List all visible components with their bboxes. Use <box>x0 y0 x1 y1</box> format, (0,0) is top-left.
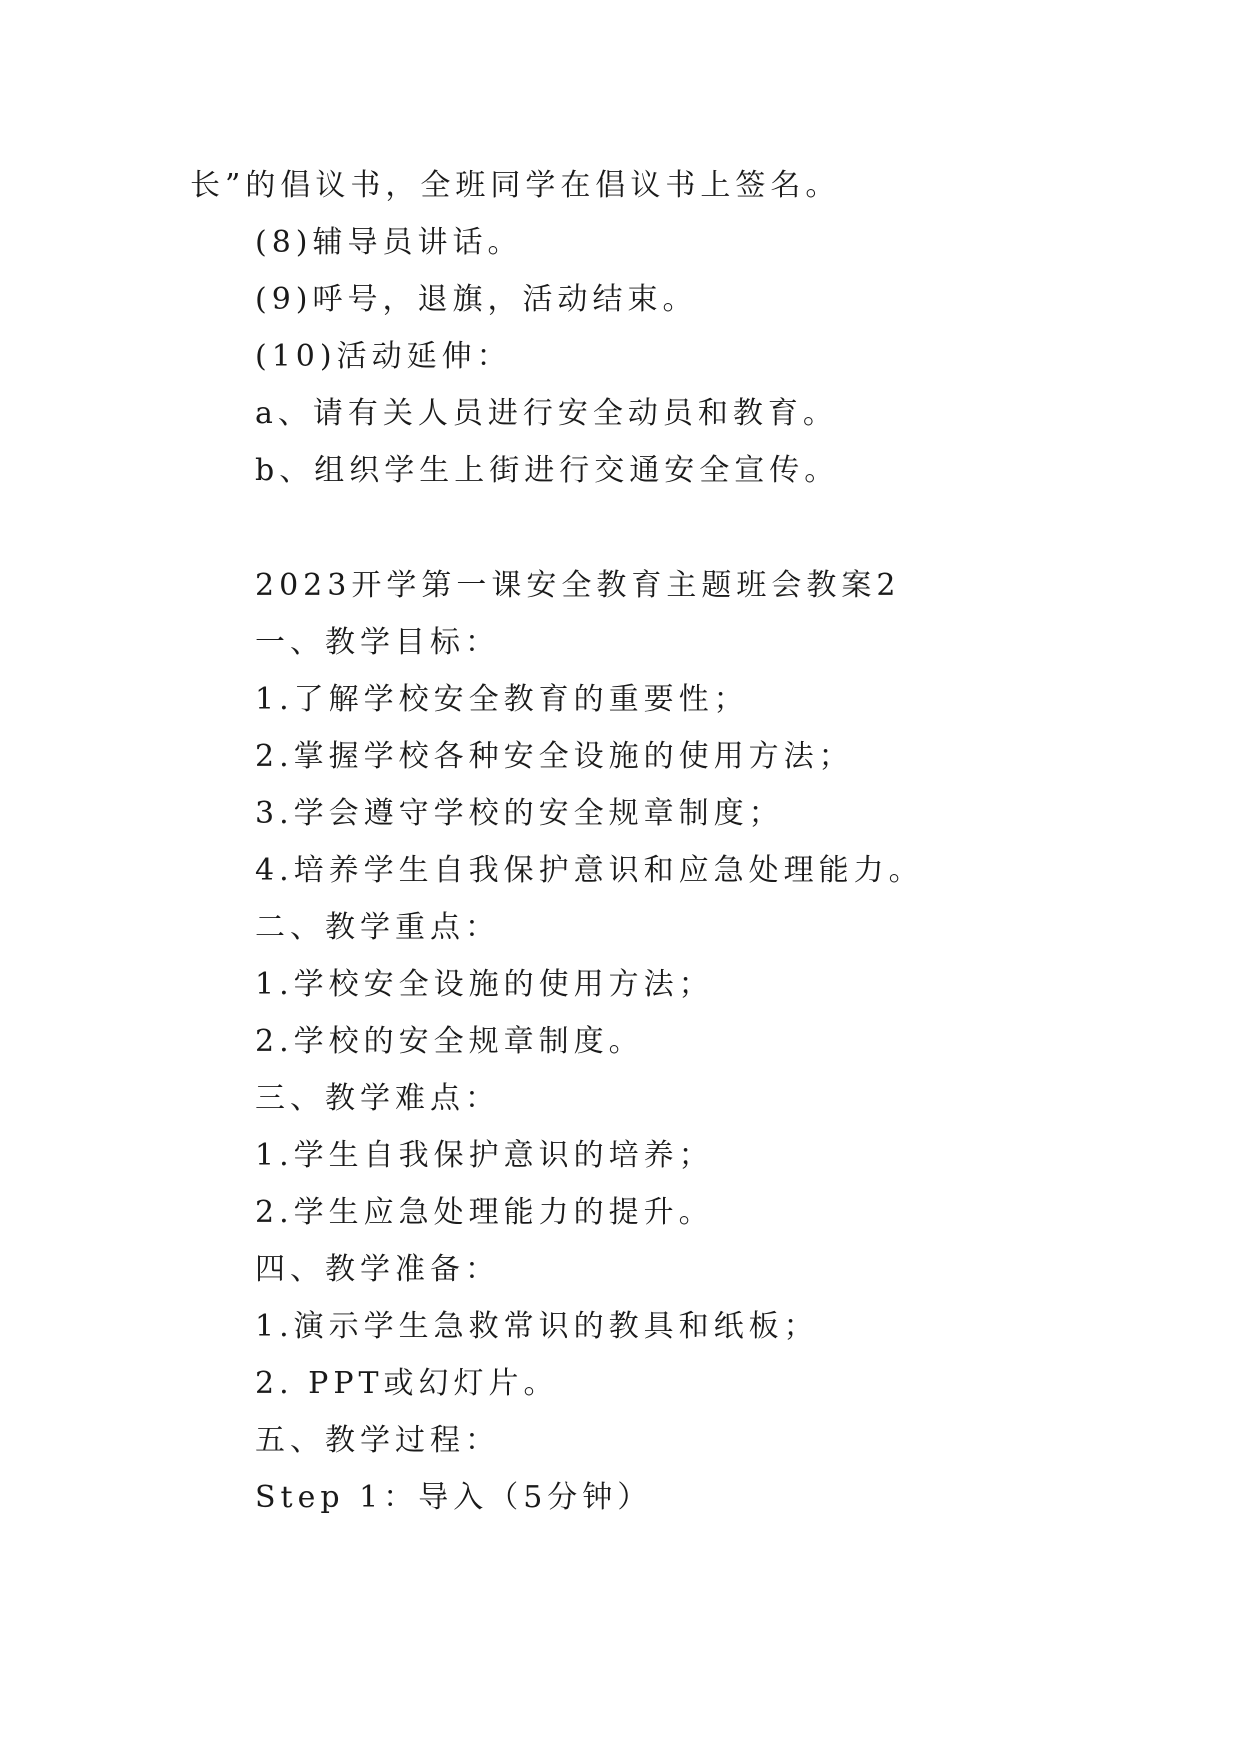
extension-item-b: b、组织学生上街进行交通安全宣传。 <box>255 453 840 488</box>
extension-item-a: a、请有关人员进行安全动员和教育。 <box>255 396 838 431</box>
preparation-item-1: 1.演示学生急救常识的教具和纸板； <box>255 1309 819 1344</box>
process-step-1: Step 1：导入（5分钟） <box>255 1480 653 1515</box>
activity-step-10: (10)活动延伸： <box>255 339 512 374</box>
difficulty-item-1: 1.学生自我保护意识的培养； <box>255 1138 714 1173</box>
section-title: 2023开学第一课安全教育主题班会教案2 <box>255 568 901 603</box>
preparation-item-2: 2. PPT或幻灯片。 <box>255 1366 559 1401</box>
paragraph-continuation: 长”的倡议书，全班同学在倡议书上签名。 <box>190 168 841 203</box>
objective-item-3: 3.学会遵守学校的安全规章制度； <box>255 796 784 831</box>
key-point-item-2: 2.学校的安全规章制度。 <box>255 1024 644 1059</box>
heading-preparation: 四、教学准备： <box>255 1252 500 1287</box>
objective-item-1: 1.了解学校安全教育的重要性； <box>255 682 749 717</box>
heading-difficulties: 三、教学难点： <box>255 1081 500 1116</box>
objective-item-2: 2.掌握学校各种安全设施的使用方法； <box>255 739 854 774</box>
difficulty-item-2: 2.学生应急处理能力的提升。 <box>255 1195 714 1230</box>
activity-step-8: (8)辅导员讲话。 <box>255 225 523 260</box>
heading-process: 五、教学过程： <box>255 1423 500 1458</box>
heading-key-points: 二、教学重点： <box>255 910 500 945</box>
heading-objectives: 一、教学目标： <box>255 625 500 660</box>
activity-step-9: (9)呼号，退旗，活动结束。 <box>255 282 698 317</box>
objective-item-4: 4.培养学生自我保护意识和应急处理能力。 <box>255 853 924 888</box>
key-point-item-1: 1.学校安全设施的使用方法； <box>255 967 714 1002</box>
